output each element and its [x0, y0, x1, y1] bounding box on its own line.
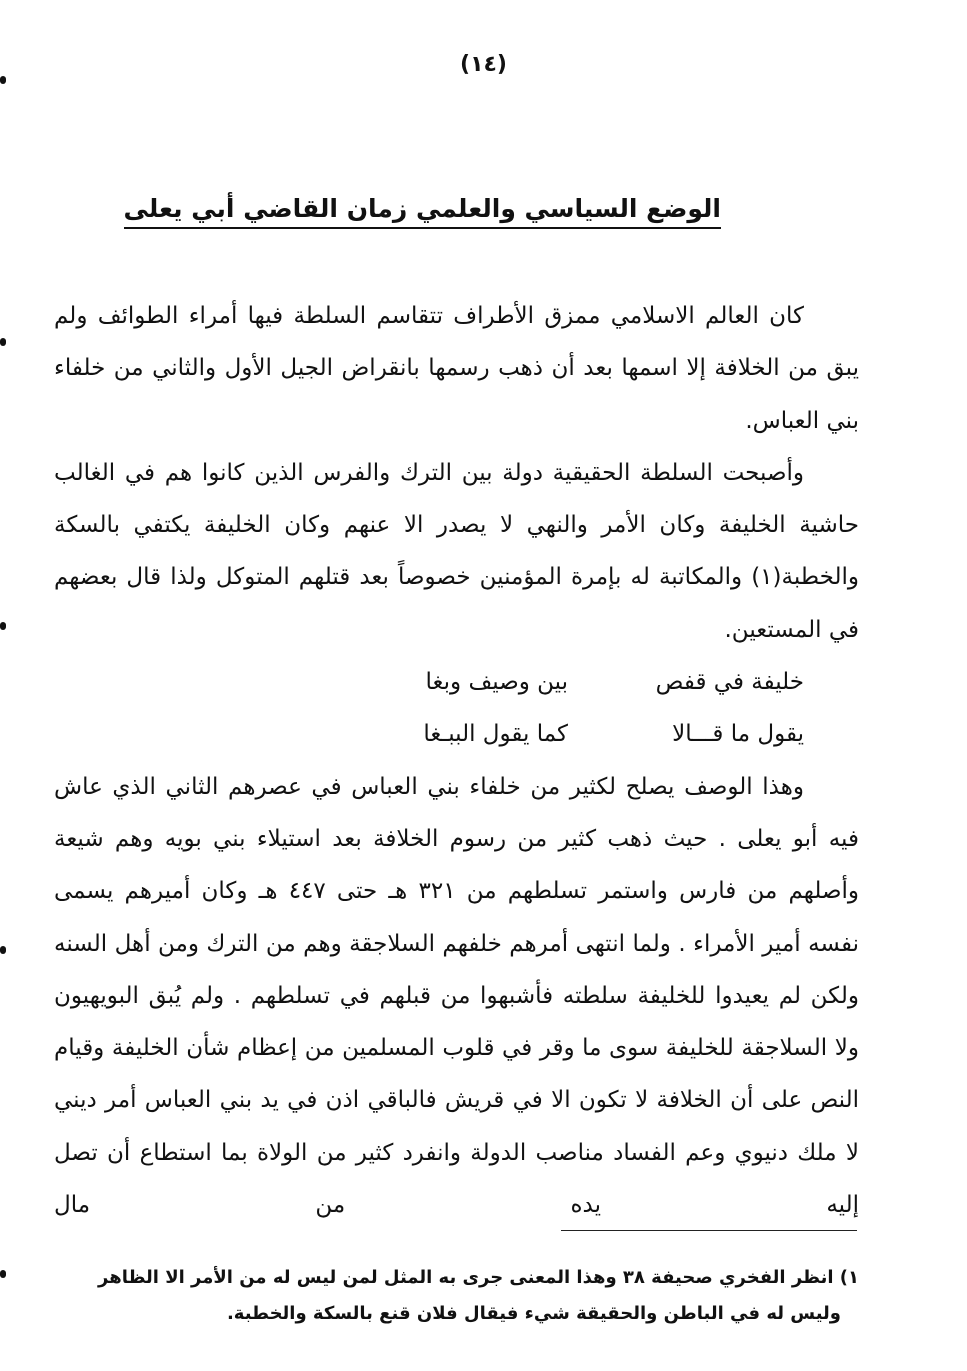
verse-2-first-hemistich: يقول ما قـــالا	[672, 721, 804, 748]
paragraph-1: كان العالم الاسلامي ممزق الأطراف تتقاسم السلطة فيها أمراء الطوائف ولم يبق من الخلافة إلا اسمها بعد أن ذهب رسمها بانقراض الجيل الأول والثاني من خلفاء بني العباس.	[54, 303, 859, 434]
scan-margin-mark	[0, 946, 6, 954]
scan-margin-mark	[0, 338, 6, 346]
verse-line-2	[54, 708, 859, 760]
footnote-separator	[561, 1230, 857, 1231]
verse-2-second-hemistich: كما يقول الببـغا	[423, 721, 568, 748]
page-number: (١٤)	[460, 52, 507, 77]
scan-margin-mark	[0, 1270, 6, 1278]
footnote-line-2: وليس له في الباطن والحقيقة شيء فيقال فلان قنع بالسكة والخطبة.	[226, 1303, 841, 1324]
verse-line-1	[54, 656, 859, 708]
footnote-line-1: ١) انظر الفخري صحيفة ٣٨ وهذا المعنى جرى به المثل لمن ليس له من الأمر الا الظاهر	[98, 1267, 859, 1288]
footnote	[54, 1260, 859, 1332]
paragraph-2: وأصبحت السلطة الحقيقية دولة بين الترك والفرس الذين كانوا هم في الغالب حاشية الخليفة وكان الأمر والنهي لا يصدر الا عنهم وكان الخليفة يكتفي بالسكة والخطبة(١) والمكاتبة له بإمرة المؤمنين خصوصاً بعد قتلهم المتوكل ولذا قال بعضهم في المستعين.	[54, 459, 859, 643]
verse-1-first-hemistich: خليفة في قفص	[655, 669, 804, 696]
paragraph-3: وهذا الوصف يصلح لكثير من خلفاء بني العباس في عصرهم الثاني الذي عاش فيه أبو يعلى . حيث ذهب كثير من رسوم الخلافة بعد استيلاء بني بويه وهم شيعة وأصلهم من فارس واستمر تسلطهم من ٣٢١ هـ حتى ٤٤٧ هـ وكان أميرهم يسمى نفسه أمير الأمراء . ولما انتهى أمرهم خلفهم السلاجقة وهم من الترك ومن أهل السنه ولكن لم يعيدوا للخليفة سلطته فأشبهوا من قبلهم في تسلطهم . ولم يُبق البويهيون ولا السلاجقة للخليفة سوى ما وقر في قلوب المسلمين من إعظام شأن الخليفة وقيام النص على أن الخلافة لا تكون الا في قريش فالباقي اذن في يد بني العباس أمر ديني لا ملك دنيوي وعم الفساد مناصب الدولة وانفرد كثير من الولاة بما استطاع أن تصل إليه يده من مال	[54, 773, 859, 1219]
body-text	[54, 290, 859, 1231]
section-heading: الوضع السياسي والعلمي زمان القاضي أبي يعلى	[124, 194, 721, 229]
scan-margin-mark	[0, 622, 6, 630]
scan-margin-mark	[0, 76, 6, 84]
verse-1-second-hemistich: بين وصيف وبغا	[425, 669, 568, 696]
